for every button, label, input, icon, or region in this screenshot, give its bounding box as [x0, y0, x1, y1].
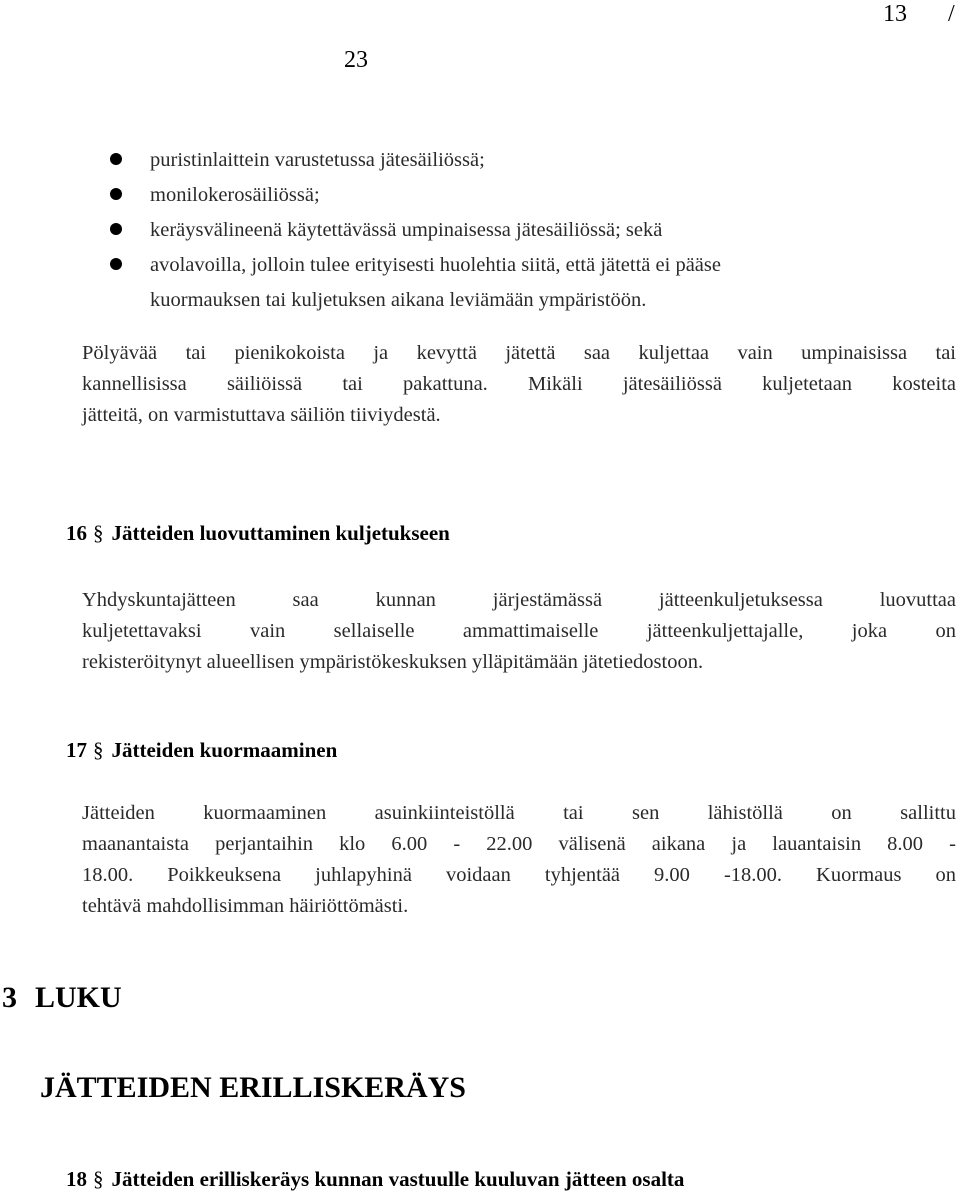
chapter-title: JÄTTEIDEN ERILLISKERÄYS	[40, 1071, 466, 1104]
container-bullet-list	[110, 143, 960, 318]
bullet-icon	[110, 258, 122, 270]
paragraph-line: kannellisissa säiliöissä tai pakattuna. Mikäli jätesäiliössä kuljetetaan kosteita	[82, 373, 956, 395]
paragraph-line: Jätteiden kuormaaminen asuinkiinteistöllä tai sen lähistöllä on sallittu	[82, 802, 956, 824]
paragraph-dust	[82, 338, 956, 431]
section-18-heading	[66, 1165, 684, 1193]
paragraph-line: jätteitä, on varmistuttava säiliön tiiviydestä.	[82, 404, 441, 426]
paragraph-line: kuljetettavaksi vain sellaiselle ammattimaiselle jätteenkuljettajalle, joka on	[82, 620, 956, 642]
section-number: 18	[66, 1167, 87, 1191]
list-item-continuation: kuormauksen tai kuljetuksen aikana leviämään ympäristöön.	[150, 289, 647, 311]
bullet-icon	[110, 153, 122, 165]
section-16-body	[82, 585, 956, 678]
list-item-text: keräysvälineenä käytettävässä umpinaisessa jätesäiliössä; sekä	[150, 219, 663, 241]
section-symbol: §	[93, 1167, 104, 1191]
list-item	[110, 178, 960, 213]
section-17-heading	[66, 736, 337, 764]
list-item-text: puristinlaittein varustetussa jätesäiliössä;	[150, 149, 485, 171]
section-title: Jätteiden kuormaaminen	[111, 738, 338, 762]
section-number: 17	[66, 738, 87, 762]
list-item-text: avolavoilla, jolloin tulee erityisesti huolehtia siitä, että jätettä ei pääse	[150, 254, 721, 276]
section-title: Jätteiden erilliskeräys kunnan vastuulle kuuluvan jätteen osalta	[111, 1167, 685, 1191]
page-number-separator: /	[948, 1, 955, 27]
paragraph-line: maanantaista perjantaihin klo 6.00 - 22.00 välisenä aikana ja lauantaisin 8.00 -	[82, 833, 956, 855]
paragraph-line: tehtävä mahdollisimman häiriöttömästi.	[82, 895, 409, 917]
list-item	[110, 143, 960, 178]
paragraph-line: 18.00. Poikkeuksena juhlapyhinä voidaan tyhjentää 9.00 -18.00. Kuormaus on	[82, 864, 956, 886]
list-item	[110, 213, 960, 248]
paragraph-line: Pölyävää tai pienikokoista ja kevyttä jätettä saa kuljettaa vain umpinaisissa tai	[82, 342, 956, 364]
chapter-heading	[2, 980, 122, 1016]
chapter-label: LUKU	[35, 981, 122, 1014]
page-number-current: 13	[883, 1, 907, 27]
bullet-icon	[110, 188, 122, 200]
list-item	[110, 248, 960, 283]
bullet-icon	[110, 223, 122, 235]
section-title: Jätteiden luovuttaminen kuljetukseen	[111, 521, 450, 545]
section-number: 16	[66, 521, 87, 545]
page-number-total: 23	[344, 47, 368, 73]
section-17-body	[82, 798, 956, 922]
paragraph-line: Yhdyskuntajätteen saa kunnan järjestämässä jätteenkuljetuksessa luovuttaa	[82, 589, 956, 611]
section-symbol: §	[93, 738, 104, 762]
list-item-text: monilokerosäiliössä;	[150, 184, 320, 206]
paragraph-line: rekisteröitynyt alueellisen ympäristökeskuksen ylläpitämään jätetiedostoon.	[82, 651, 704, 673]
section-16-heading	[66, 519, 450, 547]
section-symbol: §	[93, 521, 104, 545]
chapter-number: 3	[2, 981, 17, 1014]
